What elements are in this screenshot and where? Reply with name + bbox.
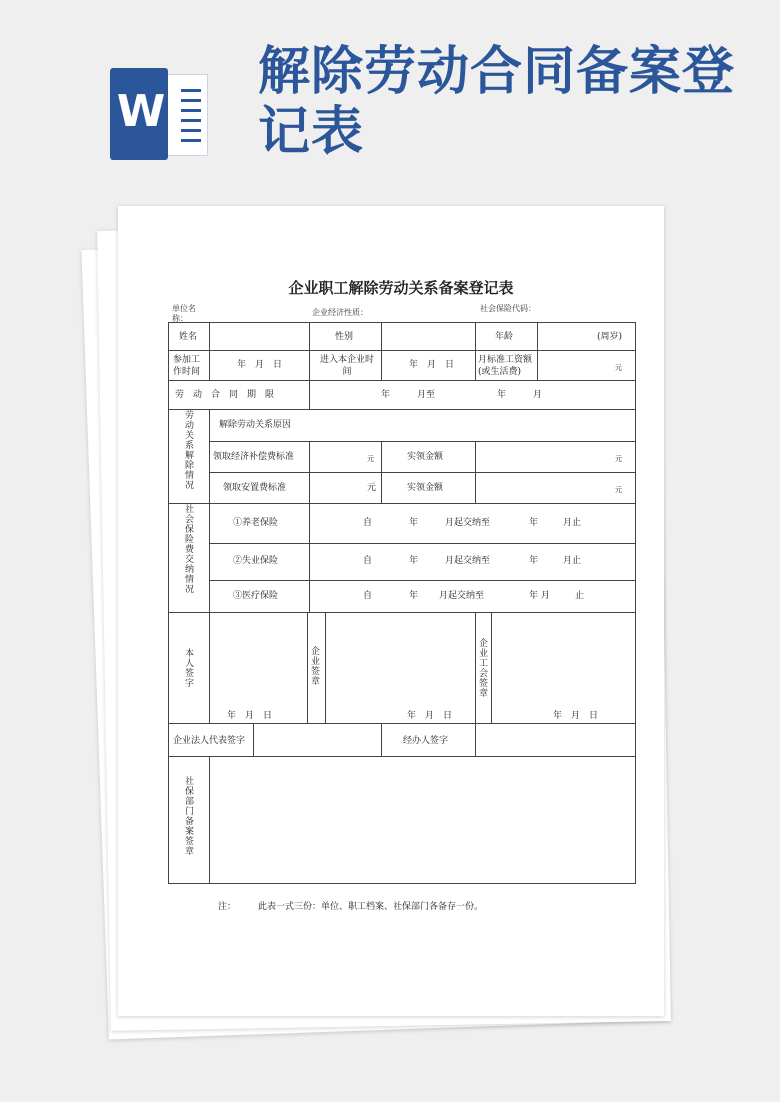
unemployment-year-1: 年 <box>409 556 419 566</box>
medical-year-2: 年 月 <box>529 591 550 601</box>
wage-yuan-unit: 元 <box>615 364 622 372</box>
union-seal-label: 企业工会签章 <box>478 639 488 699</box>
unemployment-insurance-label: ②失业保险 <box>233 556 279 566</box>
age-label: 年龄 <box>495 332 514 342</box>
word-logo-icon <box>110 68 208 160</box>
medical-from: 自 <box>363 591 373 601</box>
form-title: 企业职工解除劳动关系备案登记表 <box>288 279 514 297</box>
company-seal-label: 企业签章 <box>310 647 320 687</box>
compensation-standard-label: 领取经济补偿费标准 <box>213 452 295 462</box>
insurance-code-label: 社会保险代码： <box>480 304 536 313</box>
actual-amount-label-1: 实领金额 <box>407 452 444 462</box>
start-work-label: 参加工作时间 <box>173 355 201 377</box>
contract-period-label: 劳 动 合 同 期 限 <box>175 390 275 400</box>
social-dept-seal-label: 社保部门备案签章 <box>184 777 194 857</box>
page-title: 解除劳动合同备案登记表 <box>258 42 736 162</box>
union-seal-date: 年 月 日 <box>553 711 599 721</box>
standard-wage-label: 月标准工资额(或生活费) <box>478 355 533 377</box>
note-label: 注： <box>218 902 237 912</box>
handler-signature-label: 经办人签字 <box>403 736 449 746</box>
settlement-standard-label: 领取安置费标准 <box>223 483 287 493</box>
name-label: 姓名 <box>179 332 198 342</box>
word-logo-letter: W <box>116 86 166 137</box>
contract-period-from: 年 月至 <box>381 390 436 400</box>
unemployment-year-2: 年 <box>529 556 539 566</box>
compensation-yuan-unit: 元 <box>367 455 374 463</box>
unit-name-label: 单位名称： <box>172 304 196 323</box>
join-company-date: 年 月 日 <box>409 360 455 370</box>
pension-month-1: 月起交纳至 <box>445 518 491 528</box>
settlement-yuan-unit: 元 <box>367 483 377 493</box>
gender-label: 性别 <box>335 332 354 342</box>
pension-year-1: 年 <box>409 518 419 528</box>
medical-year-1: 年 <box>409 591 419 601</box>
note-text: 此表一式三份：单位、职工档案、社保部门各备存一份。 <box>258 902 484 912</box>
legal-rep-signature-label: 企业法人代表签字 <box>173 736 246 746</box>
unemployment-month-2: 月止 <box>563 556 582 566</box>
actual-yuan-unit-1: 元 <box>615 455 622 463</box>
self-signature-label: 本人签字 <box>184 649 194 689</box>
self-signature-date: 年 月 日 <box>227 711 273 721</box>
company-seal-date: 年 月 日 <box>407 711 453 721</box>
unemployment-month-1: 月起交纳至 <box>445 556 491 566</box>
termination-section-label: 劳动关系解除情况 <box>184 411 194 491</box>
join-company-label: 进入本企业时间 <box>319 355 374 377</box>
registration-form-table <box>168 322 636 884</box>
pension-insurance-label: ①养老保险 <box>233 518 279 528</box>
unemployment-from: 自 <box>363 556 373 566</box>
termination-reason-label: 解除劳动关系原因 <box>219 420 292 430</box>
contract-period-to: 年 月 <box>497 390 543 400</box>
medical-month-1: 月起交纳至 <box>439 591 485 601</box>
actual-yuan-unit-2: 元 <box>615 486 622 494</box>
medical-insurance-label: ③医疗保险 <box>233 591 279 601</box>
social-insurance-section-label: 社会保险费交纳情况 <box>184 505 194 595</box>
form-note <box>218 899 505 912</box>
pension-from: 自 <box>363 518 373 528</box>
medical-month-2: 止 <box>575 591 585 601</box>
pension-month-2: 月止 <box>563 518 582 528</box>
actual-amount-label-2: 实领金额 <box>407 483 444 493</box>
economic-nature-label: 企业经济性质： <box>312 308 368 317</box>
start-work-date: 年 月 日 <box>237 360 283 370</box>
pension-year-2: 年 <box>529 518 539 528</box>
age-unit-label: (周岁) <box>597 332 623 342</box>
